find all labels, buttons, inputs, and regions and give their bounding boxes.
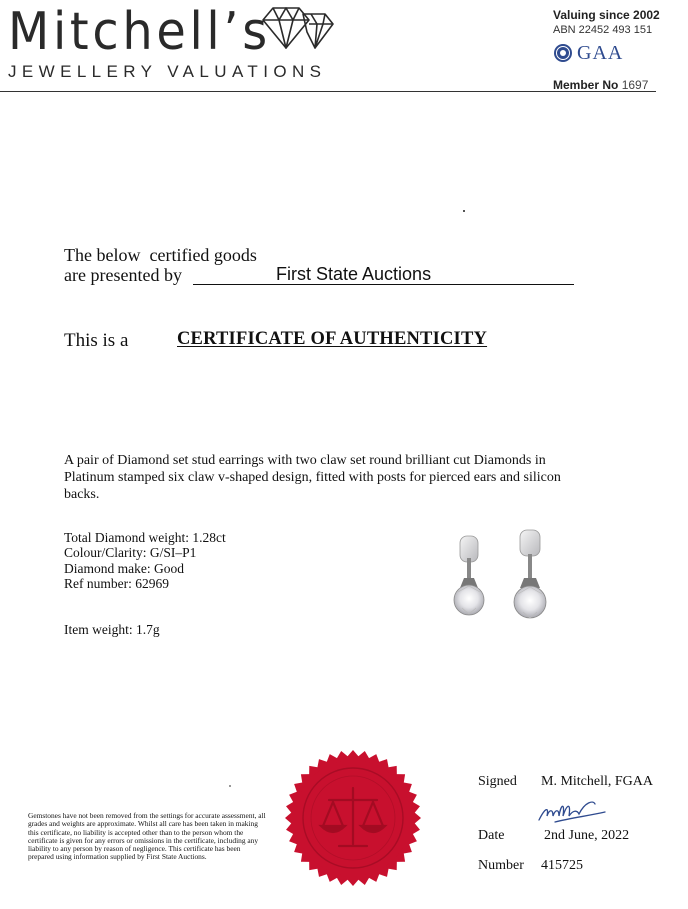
member-number <box>553 78 683 92</box>
signature <box>535 798 615 826</box>
certificate-date: 2nd June, 2022 <box>544 828 630 843</box>
member-number-value: 1697 <box>621 78 649 92</box>
left-earring <box>454 536 484 615</box>
speck <box>463 210 465 212</box>
brand-name: Mitchell’s <box>8 2 271 62</box>
presenter-name: First State Auctions <box>276 264 432 284</box>
header-divider <box>0 91 656 92</box>
item-description: A pair of Diamond set stud earrings with two claw set round brilliant cut Diamonds in Platinum stamped six claw v-shaped design, fitted with posts for pierced ears and silicon backs. <box>64 453 561 502</box>
right-earring <box>514 530 546 618</box>
brand-subtitle: JEWELLERY VALUATIONS <box>8 62 327 81</box>
header-credentials <box>553 8 683 92</box>
diamond-specs <box>64 530 226 592</box>
wax-seal <box>283 748 423 888</box>
certificate-title: CERTIFICATE OF AUTHENTICITY <box>177 329 488 349</box>
signer-name: M. Mitchell, FGAA <box>541 774 653 789</box>
signed-label: Signed <box>478 774 517 789</box>
certificate-prefix: This is a <box>64 330 129 351</box>
spec-colour-clarity: Colour/Clarity: G/SI–P1 <box>64 545 197 561</box>
gaa-seal-icon <box>553 43 573 63</box>
diamond-logo-icon <box>259 4 335 54</box>
member-label: Member No <box>553 78 619 92</box>
number-label: Number <box>478 858 524 873</box>
gaa-logo <box>553 42 683 64</box>
spec-ref-number: Ref number: 62969 <box>64 576 169 592</box>
disclaimer: Gemstones have not been removed from the settings for accurate assessment, all grades and weights are approximate. Whilst all care has been taken in making this certificate, no liability is accepted other than to the person whom the certificate is given for any errors or omissions in the certificate, including any liability to any person by reason of negligence. This certificate has been prepared using information supplied by First State Auctions. <box>28 811 266 862</box>
intro-line-1: The below certified goods <box>64 245 257 265</box>
gaa-text: GAA <box>577 41 624 64</box>
spec-diamond-make: Diamond make: Good <box>64 560 184 576</box>
certificate-number: 415725 <box>541 858 583 873</box>
speck <box>229 785 231 787</box>
item-weight: Item weight: 1.7g <box>64 622 160 637</box>
intro-line-2: are presented by <box>64 265 182 285</box>
abn-number: ABN 22452 493 151 <box>553 24 653 36</box>
valuing-since: Valuing since 2002 <box>553 8 660 22</box>
spec-total-weight: Total Diamond weight: 1.28ct <box>64 530 226 545</box>
earrings-photo <box>436 528 576 630</box>
date-label: Date <box>478 828 505 843</box>
